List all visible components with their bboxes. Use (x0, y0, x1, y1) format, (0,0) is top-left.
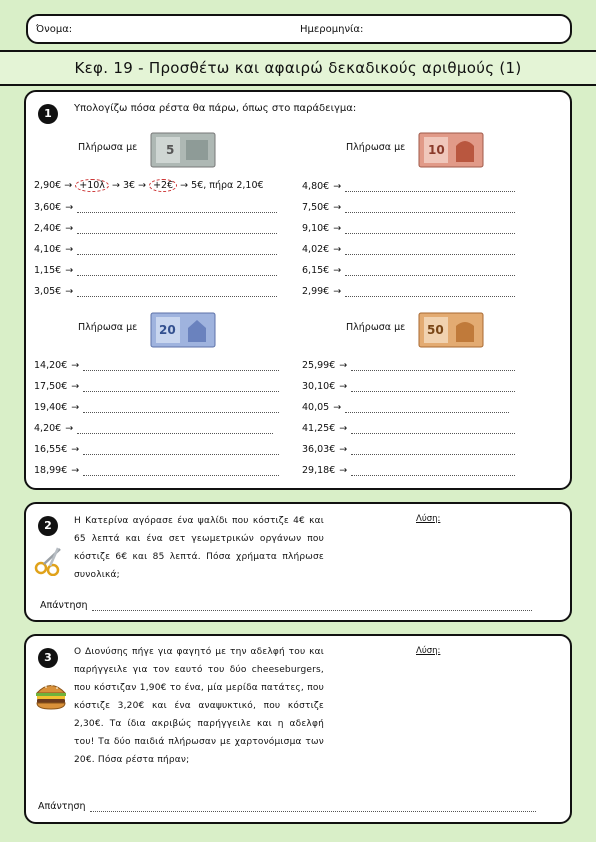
answer-dots (345, 403, 509, 413)
change-row-group5[interactable] (34, 223, 277, 234)
banknote-50-value: 50 (427, 323, 444, 337)
change-row-group10[interactable] (302, 223, 515, 234)
section1-instruction: Υπολογίζω πόσα ρέστα θα πάρω, όπως στο παράδειγμα: (74, 103, 357, 114)
answer-dots (77, 287, 277, 297)
example-row: 2,90€ → +10λ → 3€ → +2€ → 5€, πήρα 2,10€ (34, 180, 264, 191)
answer-dots (83, 361, 279, 371)
paid-label-10: Πλήρωσα με (346, 142, 406, 153)
change-row-group50[interactable] (302, 444, 515, 455)
answer-dots (77, 424, 273, 434)
change-row-price: 1,15€ (34, 265, 62, 276)
arrow-icon: → (65, 423, 74, 434)
banknote-5-icon (150, 132, 216, 168)
answer-dots (77, 203, 277, 213)
banknote-20-value: 20 (159, 323, 176, 337)
arrow-icon: → (333, 402, 342, 413)
change-row-group10[interactable] (302, 286, 515, 297)
change-row-price: 36,03€ (302, 444, 336, 455)
example-mid: 3€ (122, 180, 136, 191)
paid-label-50: Πλήρωσα με (346, 322, 406, 333)
arrow-icon: → (65, 202, 74, 213)
example-step1: +10λ (75, 179, 109, 192)
banknote-50-icon (418, 312, 484, 348)
change-row-group50[interactable] (302, 360, 515, 371)
change-row-price: 4,80€ (302, 181, 330, 192)
change-row-price: 40,05 (302, 402, 330, 413)
section2-answer-dots (92, 601, 532, 611)
arrow-icon: → (333, 265, 342, 276)
answer-dots (345, 287, 515, 297)
arrow-icon: → (71, 444, 80, 455)
section2-answer-line[interactable] (40, 600, 532, 611)
arrow-icon: → (333, 286, 342, 297)
answer-dots (77, 224, 277, 234)
section2-box (24, 502, 572, 622)
section2-solution-label: Λύση: (416, 514, 441, 524)
change-row-group10[interactable] (302, 244, 515, 255)
paid-label-5: Πλήρωσα με (78, 142, 138, 153)
change-row-group5[interactable] (34, 286, 277, 297)
paid-label-20: Πλήρωσα με (78, 322, 138, 333)
arrow-icon: → (339, 465, 348, 476)
burger-icon (34, 678, 68, 712)
change-row-group20[interactable] (34, 360, 279, 371)
arrow-icon: → (65, 223, 74, 234)
banknote-5-value: 5 (166, 143, 175, 157)
answer-dots (351, 466, 515, 476)
banknote-20-icon (150, 312, 216, 348)
section1-number: 1 (38, 104, 58, 124)
change-row-price: 4,20€ (34, 423, 62, 434)
answer-dots (345, 182, 515, 192)
section3-text: Ο Διονύσης πήγε για φαγητό με την αδελφή του και παρήγγειλε για τον εαυτό του δύο cheeseburgers, που κόστιζαν 1,90€ το ένα, μία μερίδα πατάτες, που κόστιζε 3,20€ και ένα αναψυκτικό, που κόστιζε 2,30€. Τα ίδια ακριβώς παρήγγειλε και η αδελφή του! Τα δύο παιδιά πλήρωσαν με χαρτονόμισμα των 20€. Πόσα ρέστα πήραν; (74, 647, 324, 765)
arrow-icon: → (339, 444, 348, 455)
change-row-price: 4,02€ (302, 244, 330, 255)
change-row-group10[interactable] (302, 181, 515, 192)
name-label: Όνομα: (36, 24, 73, 35)
change-row-group20[interactable] (34, 444, 279, 455)
arrow-icon: → (333, 223, 342, 234)
section2-answer-label: Απάντηση (40, 600, 88, 611)
arrow-icon: → (65, 286, 74, 297)
answer-dots (345, 224, 515, 234)
change-row-price: 14,20€ (34, 360, 68, 371)
arrow-icon: → (65, 265, 74, 276)
arrow-icon: → (333, 181, 342, 192)
change-row-group50[interactable] (302, 423, 515, 434)
change-row-group50[interactable] (302, 402, 509, 413)
change-row-price: 29,18€ (302, 465, 336, 476)
change-row-group5[interactable] (34, 265, 277, 276)
change-row-group20[interactable] (34, 465, 279, 476)
change-row-group20[interactable] (34, 423, 273, 434)
arrow-icon: → (65, 244, 74, 255)
answer-dots (77, 266, 277, 276)
change-row-price: 3,05€ (34, 286, 62, 297)
section3-answer-line[interactable] (38, 801, 536, 812)
example-start: 2,90€ (34, 180, 62, 191)
answer-dots (345, 266, 515, 276)
answer-dots (77, 245, 277, 255)
arrow-icon: → (71, 381, 80, 392)
change-row-group20[interactable] (34, 381, 279, 392)
answer-dots (83, 445, 279, 455)
change-row-group5[interactable] (34, 244, 277, 255)
change-row-price: 6,15€ (302, 265, 330, 276)
change-row-group20[interactable] (34, 402, 279, 413)
title-band (0, 50, 596, 86)
change-row-price: 16,55€ (34, 444, 68, 455)
change-row-price: 18,99€ (34, 465, 68, 476)
section2-number: 2 (38, 516, 58, 536)
arrow-icon: → (339, 423, 348, 434)
arrow-icon: → (71, 360, 80, 371)
change-row-price: 17,50€ (34, 381, 68, 392)
change-row-price: 2,40€ (34, 223, 62, 234)
change-row-price: 4,10€ (34, 244, 62, 255)
section3-solution-label: Λύση: (416, 646, 441, 656)
answer-dots (83, 466, 279, 476)
arrow-icon: → (71, 465, 80, 476)
section3-box (24, 634, 572, 824)
arrow-icon: → (339, 381, 348, 392)
change-row-group10[interactable] (302, 202, 515, 213)
change-row-group5[interactable] (34, 202, 277, 213)
page-title: Κεφ. 19 - Προσθέτω και αφαιρώ δεκαδικούς αριθμούς (1) (74, 59, 522, 77)
section1-box (24, 90, 572, 490)
arrow-icon: → (71, 402, 80, 413)
section2-text: Η Κατερίνα αγόρασε ένα ψαλίδι που κόστιζε 4€ και 65 λεπτά και ένα σετ γεωμετρικών οργάνων που κόστιζε 6€ και 85 λεπτά. Πόσα χρήματα πλήρωσε συνολικά; (74, 516, 324, 580)
arrow-icon: → (333, 244, 342, 255)
example-step2: +2€ (149, 179, 177, 192)
section3-answer-dots (90, 802, 536, 812)
answer-dots (345, 245, 515, 255)
answer-dots (345, 203, 515, 213)
banknote-10-value: 10 (428, 143, 445, 157)
change-row-price: 41,25€ (302, 423, 336, 434)
change-row-price: 25,99€ (302, 360, 336, 371)
answer-dots (351, 424, 515, 434)
header-box (26, 14, 572, 44)
date-label: Ημερομηνία: (300, 24, 364, 35)
scissors-icon (34, 546, 64, 576)
change-row-price: 3,60€ (34, 202, 62, 213)
change-row-group50[interactable] (302, 465, 515, 476)
answer-dots (351, 445, 515, 455)
banknote-10-icon (418, 132, 484, 168)
answer-dots (351, 382, 515, 392)
arrow-icon: → (333, 202, 342, 213)
answer-dots (351, 361, 515, 371)
section3-number: 3 (38, 648, 58, 668)
example-end: 5€, πήρα 2,10€ (191, 180, 264, 191)
change-row-price: 19,40€ (34, 402, 68, 413)
change-row-price: 9,10€ (302, 223, 330, 234)
answer-dots (83, 382, 279, 392)
answer-dots (83, 403, 279, 413)
change-row-group10[interactable] (302, 265, 515, 276)
change-row-group50[interactable] (302, 381, 515, 392)
change-row-price: 7,50€ (302, 202, 330, 213)
arrow-icon: → (339, 360, 348, 371)
section3-answer-label: Απάντηση (38, 801, 86, 812)
change-row-price: 2,99€ (302, 286, 330, 297)
change-row-price: 30,10€ (302, 381, 336, 392)
